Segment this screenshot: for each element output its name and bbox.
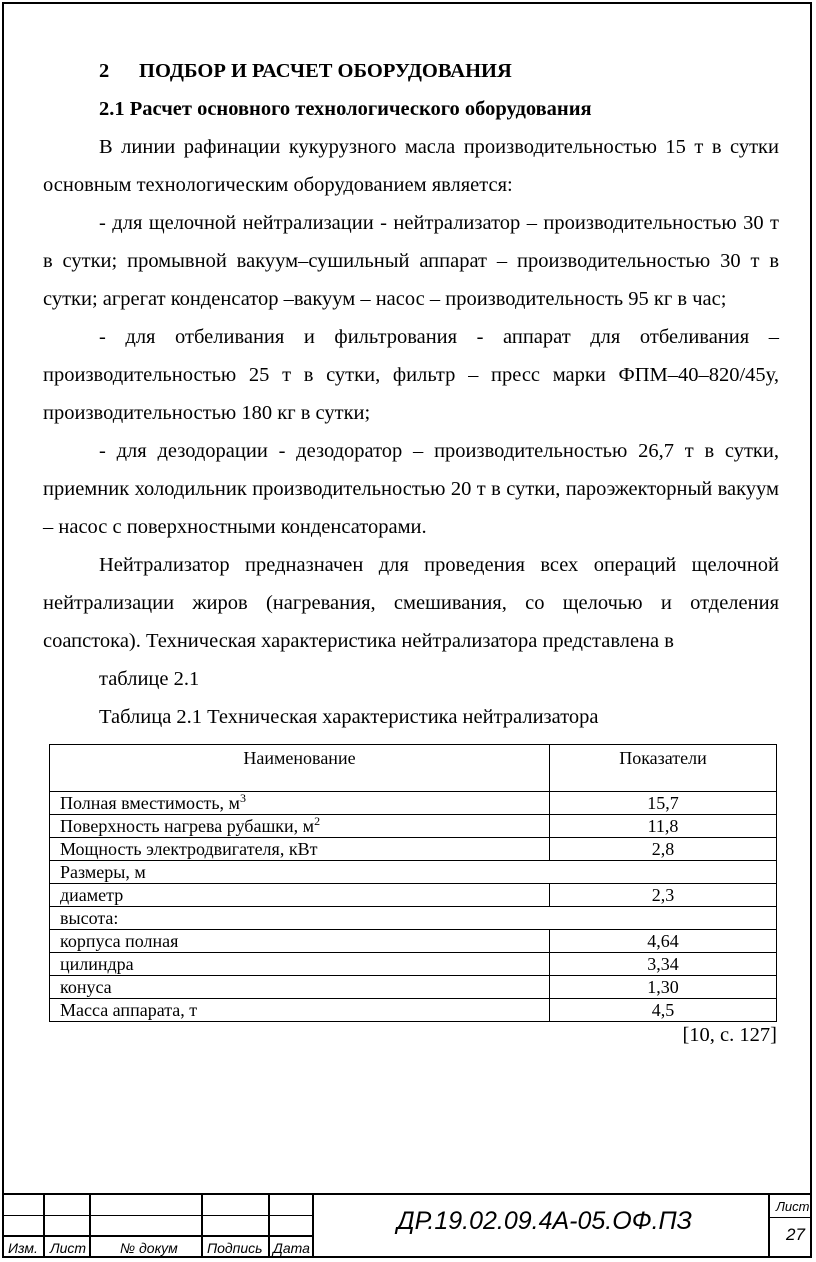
chapter-heading [99,52,779,90]
row-value: 3,34 [550,953,777,976]
stamp-label-izm: Изм. [8,1240,38,1256]
paragraph: Нейтрализатор предназначен для проведения всех операций щелочной нейтрализации жиров (нагревания, смешивания, со щелочью и отделения соапстока). Техническая характеристика нейтрализатора представлена в [43,554,779,652]
row-name: Размеры, м [50,861,777,884]
stamp-row-line [2,1235,314,1237]
row-name: высота: [50,907,777,930]
row-name: цилиндра [50,953,550,976]
row-value: 2,8 [550,838,777,861]
sheet-number: 27 [786,1225,805,1244]
chapter-number: 2 [99,60,110,82]
row-value: 4,64 [550,930,777,953]
document-body [43,52,779,1047]
stamp-label-doc: № докум [120,1240,178,1256]
table-row [50,999,777,1022]
row-name: корпуса полная [50,930,550,953]
row-value: 2,3 [550,884,777,907]
row-value: 11,8 [550,815,777,838]
row-value: 1,30 [550,976,777,999]
table-row [50,907,777,930]
source-reference: [10, с. 127] [682,1024,777,1046]
table-reference-line: таблице 2.1 [99,668,200,690]
paragraph: - для щелочной нейтрализации - нейтрализатор – производительностью 30 т в сутки; промывной вакуум–сушильный аппарат – производительностью 30 т в сутки; агрегат конденсатор –вакуум – насос – производительность 95 кг в час; [43,212,779,310]
unit-exponent: 2 [314,814,321,828]
table-row [50,861,777,884]
table-header-row [50,745,777,792]
header-name: Наименование [50,745,550,792]
chapter-title: ПОДБОР И РАСЧЕТ ОБОРУДОВАНИЯ [139,60,512,82]
table-row [50,953,777,976]
stamp-label-date: Дата [273,1240,310,1256]
stamp-label-sign: Подпись [207,1240,263,1256]
row-name: Поверхность нагрева рубашки, $м^2$ [50,815,550,838]
paragraph: В линии рафинации кукурузного масла производительностью 15 т в сутки основным технологическим оборудованием является: [43,136,779,196]
table-caption: Таблица 2.1 Техническая характеристика нейтрализатора [99,706,599,728]
table-row [50,930,777,953]
table-row [50,815,777,838]
row-name: Мощность электродвигателя, кВт [50,838,550,861]
row-name: Масса аппарата, т [50,999,550,1022]
section-heading: 2.1 Расчет основного технологического оборудования [99,98,592,120]
spec-table [49,744,777,1022]
sheet-label: Лист [776,1199,810,1214]
header-value: Показатели [550,745,777,792]
stamp-row-line [770,1217,810,1218]
row-name: диаметр [50,884,550,907]
table-row [50,838,777,861]
title-block [2,1193,812,1258]
unit-exponent: 3 [239,791,246,805]
document-code: ДР.19.02.09.4А-05.ОФ.ПЗ [397,1207,692,1235]
row-name: конуса [50,976,550,999]
table-row [50,884,777,907]
row-value: 15,7 [550,792,777,815]
paragraph: - для дезодорации - дезодоратор – производительностью 26,7 т в сутки, приемник холодильник производительностью 20 т в сутки, пароэжекторный вакуум – насос с поверхностными конденсаторами. [43,440,779,538]
table-row [50,976,777,999]
table-row [50,792,777,815]
row-value: 4,5 [550,999,777,1022]
row-name: Полная вместимость, $м^3$ [50,792,550,815]
stamp-row-line [2,1215,314,1216]
paragraph: - для отбеливания и фильтрования - аппарат для отбеливания – производительностью 25 т в сутки, фильтр – пресс марки ФПМ–40–820/45у, производительностью 180 кг в сутки; [43,326,779,424]
stamp-label-list: Лист [50,1240,87,1256]
